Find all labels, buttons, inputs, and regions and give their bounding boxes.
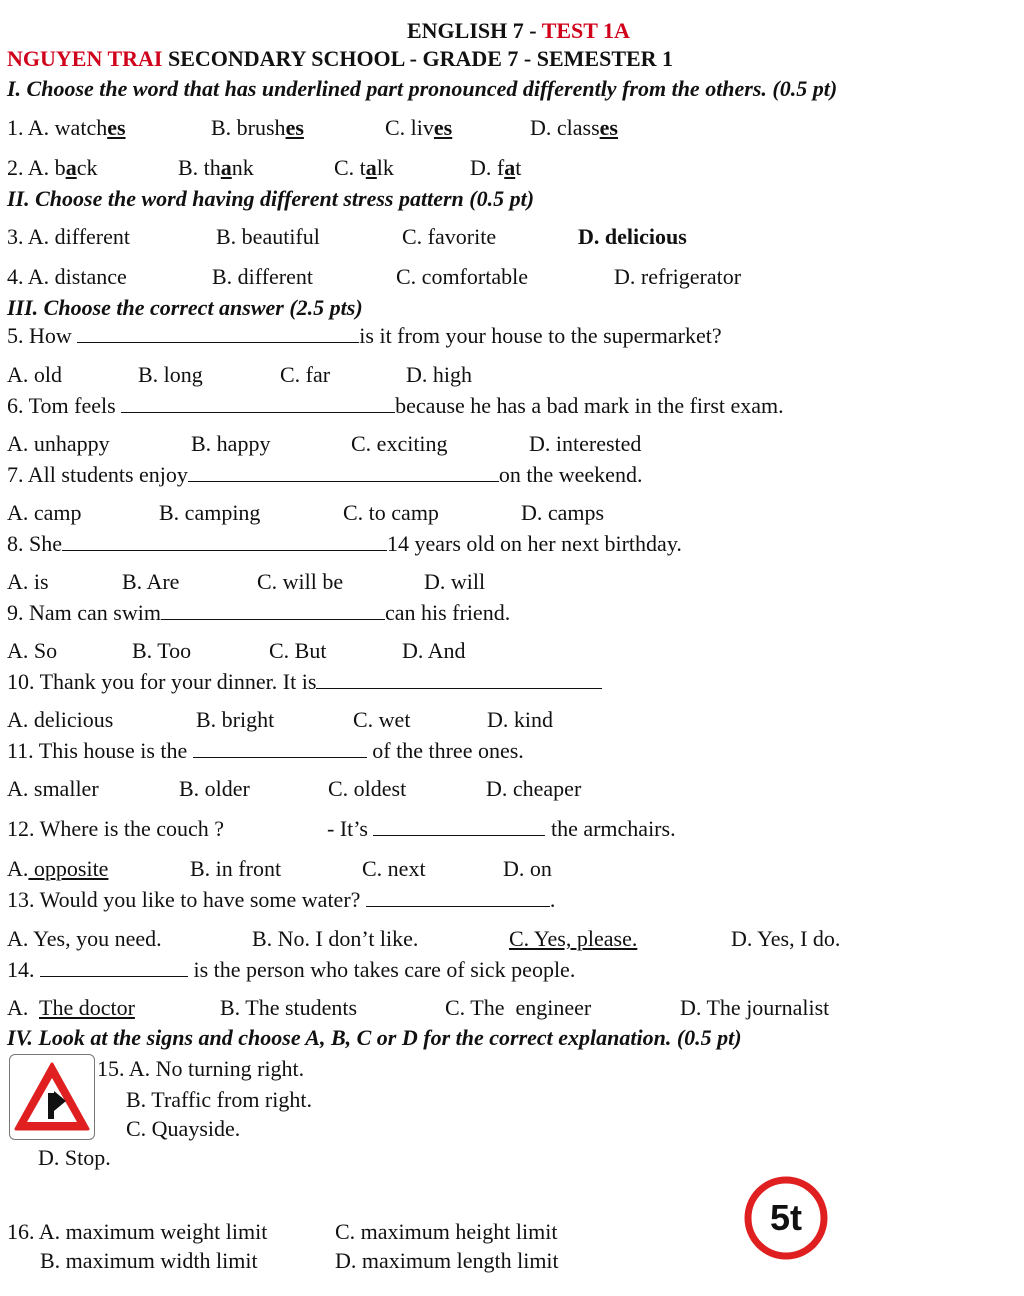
q6-blank[interactable] <box>121 394 395 413</box>
q2-a-underlined: a <box>65 155 77 180</box>
q3-option-b[interactable]: B. beautiful <box>216 224 320 249</box>
q11-blank[interactable] <box>193 739 367 758</box>
q7-stem <box>7 462 642 488</box>
question-2 <box>7 155 1007 181</box>
q2-d-post: t <box>515 155 522 180</box>
q2-b-pre: B. th <box>178 155 221 180</box>
q1-a-underlined: es <box>107 115 126 140</box>
q2-option-c[interactable] <box>334 155 394 181</box>
q8-stem <box>7 531 682 557</box>
q1-b-underlined: es <box>285 115 304 140</box>
q6-option-d[interactable]: D. interested <box>529 431 642 456</box>
q7-option-c[interactable]: C. to camp <box>343 500 439 525</box>
q1-option-d[interactable] <box>530 115 618 141</box>
weight-limit-text: 5t <box>769 1197 802 1238</box>
test-title <box>407 18 630 44</box>
q8-option-a[interactable]: A. is <box>7 569 49 594</box>
q2-b-post: nk <box>231 155 254 180</box>
q9-post: can his friend. <box>384 600 511 625</box>
q10-option-d[interactable]: D. kind <box>487 707 553 732</box>
title-test-code: TEST 1A <box>541 18 630 43</box>
q1-c-underlined: es <box>433 115 453 140</box>
q1-option-b[interactable] <box>211 115 304 141</box>
section-3-heading: III. Choose the correct answer (2.5 pts) <box>7 295 363 320</box>
q1-option-c[interactable] <box>385 115 452 141</box>
q5-option-d[interactable]: D. high <box>406 362 472 387</box>
q16-option-c[interactable]: C. maximum height limit <box>335 1219 558 1244</box>
q14-blank[interactable] <box>40 958 188 977</box>
q12-post: the armchairs. <box>545 816 676 841</box>
school-grade: SECONDARY SCHOOL - GRADE 7 - SEMESTER 1 <box>162 46 674 71</box>
q14-a-underlined: The doctor <box>39 995 135 1020</box>
q12-option-d[interactable]: D. on <box>503 856 552 881</box>
school-line <box>7 46 673 72</box>
q8-post: 14 years old on her next birthday. <box>387 531 682 556</box>
q14-stem <box>7 957 575 983</box>
q4-option-d[interactable]: D. refrigerator <box>614 264 742 289</box>
q7-pre: 7. All students enjoy <box>7 462 188 487</box>
q5-option-b[interactable]: B. long <box>138 362 203 387</box>
q10-stem <box>7 669 602 695</box>
q1-c-text: C. liv <box>385 115 434 140</box>
q8-option-c[interactable]: C. will be <box>257 569 344 594</box>
q12-a-pre: A. <box>7 856 29 881</box>
q11-option-d[interactable]: D. cheaper <box>486 776 582 801</box>
q4-option-a[interactable]: 4. A. distance <box>7 264 127 289</box>
q5-blank[interactable] <box>77 324 359 343</box>
q13-options <box>7 926 1007 952</box>
q2-option-a[interactable] <box>7 155 97 181</box>
q10-option-c[interactable]: C. wet <box>353 707 411 732</box>
q10-option-b[interactable]: B. bright <box>196 707 275 732</box>
q14-option-c[interactable]: C. The engineer <box>445 995 592 1020</box>
warning-triangle-icon <box>10 1055 94 1139</box>
q8-options <box>7 569 1007 595</box>
q14-option-d[interactable]: D. The journalist <box>680 995 830 1020</box>
q2-option-b[interactable] <box>178 155 254 181</box>
q10-blank[interactable] <box>316 670 602 689</box>
section-4-heading: IV. Look at the signs and choose A, B, C or D for the correct explanation. (0.5 pt) <box>7 1025 742 1050</box>
q1-option-a[interactable] <box>7 115 126 141</box>
q9-options <box>7 638 1007 664</box>
q7-option-a[interactable]: A. camp <box>7 500 82 525</box>
q15-option-b[interactable]: B. Traffic from right. <box>126 1087 312 1112</box>
q13-blank[interactable] <box>366 888 550 907</box>
q9-option-c[interactable]: C. But <box>269 638 327 663</box>
q5-stem <box>7 323 722 349</box>
q12-option-b[interactable]: B. in front <box>190 856 282 881</box>
q6-pre: 6. Tom feels <box>7 393 122 418</box>
q10-pre: 10. Thank you for your dinner. It is <box>7 669 317 694</box>
q5-pre: 5. How <box>7 323 78 348</box>
q15-option-a[interactable]: 15. A. No turning right. <box>97 1056 305 1081</box>
q13-option-b[interactable]: B. No. I don’t like. <box>252 926 419 951</box>
q6-stem <box>7 393 784 419</box>
q8-option-d[interactable]: D. will <box>424 569 486 594</box>
title-prefix: ENGLISH 7 - <box>407 18 542 43</box>
q9-option-d[interactable]: D. And <box>402 638 466 663</box>
q2-a-pre: 2. A. b <box>7 155 66 180</box>
q8-pre: 8. She <box>7 531 62 556</box>
q6-post: because he has a bad mark in the first exam. <box>395 393 784 418</box>
q12-a-underlined: opposite <box>28 856 109 881</box>
q1-a-text: 1. A. watch <box>7 115 108 140</box>
q7-option-d[interactable]: D. camps <box>521 500 605 525</box>
q9-option-a[interactable]: A. So <box>7 638 58 663</box>
q14-option-a[interactable] <box>7 995 135 1021</box>
q3-option-a[interactable]: 3. A. different <box>7 224 131 249</box>
q11-option-b[interactable]: B. older <box>179 776 250 801</box>
q2-c-underlined: a <box>365 155 377 180</box>
q6-option-b[interactable]: B. happy <box>191 431 271 456</box>
q2-option-d[interactable] <box>470 155 521 181</box>
q11-options <box>7 776 1007 802</box>
q13-pre: 13. Would you like to have some water? <box>7 887 366 912</box>
q1-b-text: B. brush <box>211 115 286 140</box>
q13-stem <box>7 887 555 913</box>
q14-option-b[interactable]: B. The students <box>220 995 358 1020</box>
q3-option-c[interactable]: C. favorite <box>402 224 497 249</box>
q12-options <box>7 856 1007 882</box>
q14-a-pre: A. <box>7 995 39 1020</box>
q12-option-c[interactable]: C. next <box>362 856 426 881</box>
q14-post: is the person who takes care of sick people. <box>188 957 576 982</box>
q11-option-a[interactable]: A. smaller <box>7 776 99 801</box>
weight-limit-sign <box>744 1176 828 1260</box>
school-name: NGUYEN TRAI <box>7 46 163 71</box>
q6-options <box>7 431 1007 457</box>
q1-d-underlined: es <box>599 115 618 140</box>
q3-option-d[interactable]: D. delicious <box>578 224 687 249</box>
q2-a-post: ck <box>76 155 98 180</box>
q11-pre: 11. This house is the <box>7 738 193 763</box>
q12-answer-line <box>327 816 676 842</box>
traffic-from-right-sign <box>9 1054 95 1140</box>
q2-d-pre: D. f <box>470 155 505 180</box>
q11-post: of the three ones. <box>366 738 524 763</box>
q13-option-d[interactable]: D. Yes, I do. <box>731 926 841 951</box>
q8-option-b[interactable]: B. Are <box>122 569 180 594</box>
q9-pre: 9. Nam can swim <box>7 600 161 625</box>
q9-option-b[interactable]: B. Too <box>132 638 192 663</box>
q12-mid: - It’s <box>327 816 374 841</box>
q2-c-post: lk <box>376 155 394 180</box>
q15-option-d[interactable]: D. Stop. <box>38 1145 111 1170</box>
q14-options <box>7 995 1007 1021</box>
q7-post: on the weekend. <box>498 462 643 487</box>
q10-options <box>7 707 1007 733</box>
q5-options <box>7 362 1007 388</box>
q4-option-b[interactable]: B. different <box>212 264 314 289</box>
q4-option-c[interactable]: C. comfortable <box>396 264 528 289</box>
q12-blank[interactable] <box>373 817 545 836</box>
q9-stem <box>7 600 510 626</box>
q14-pre: 14. <box>7 957 40 982</box>
q5-post: is it from your house to the supermarket? <box>359 323 722 348</box>
q16-option-a[interactable]: 16. A. maximum weight limit <box>7 1219 268 1244</box>
section-1-heading: I. Choose the word that has underlined part pronounced differently from the others. (0.5 pt) <box>7 76 838 101</box>
q2-d-underlined: a <box>504 155 516 180</box>
q12-option-a[interactable] <box>7 856 108 882</box>
question-1 <box>7 115 1007 141</box>
q13-option-a[interactable]: A. Yes, you need. <box>7 926 162 951</box>
q13-post: . <box>549 887 556 912</box>
section-2-heading: II. Choose the word having different stress pattern (0.5 pt) <box>7 186 535 211</box>
q5-option-a[interactable]: A. old <box>7 362 62 387</box>
q16-option-d[interactable]: D. maximum length limit <box>335 1248 559 1273</box>
q8-blank[interactable] <box>62 532 387 551</box>
q7-option-b[interactable]: B. camping <box>159 500 261 525</box>
q16-option-b[interactable]: B. maximum width limit <box>40 1248 258 1273</box>
q12-stem <box>7 816 1007 842</box>
q11-option-c[interactable]: C. oldest <box>328 776 407 801</box>
q15-option-c[interactable]: C. Quayside. <box>126 1116 241 1141</box>
q11-stem <box>7 738 524 764</box>
q13-option-c[interactable]: C. Yes, please. <box>509 926 638 951</box>
q6-option-a[interactable]: A. unhappy <box>7 431 110 456</box>
q2-b-underlined: a <box>220 155 232 180</box>
q2-c-pre: C. t <box>334 155 366 180</box>
q7-blank[interactable] <box>188 463 499 482</box>
q5-option-c[interactable]: C. far <box>280 362 331 387</box>
q12-pre: 12. Where is the couch ? <box>7 816 225 841</box>
question-4 <box>7 264 1007 290</box>
q10-option-a[interactable]: A. delicious <box>7 707 114 732</box>
question-3 <box>7 224 1007 250</box>
q6-option-c[interactable]: C. exciting <box>351 431 448 456</box>
q9-blank[interactable] <box>161 601 385 620</box>
q1-d-text: D. class <box>530 115 600 140</box>
q7-options <box>7 500 1007 526</box>
